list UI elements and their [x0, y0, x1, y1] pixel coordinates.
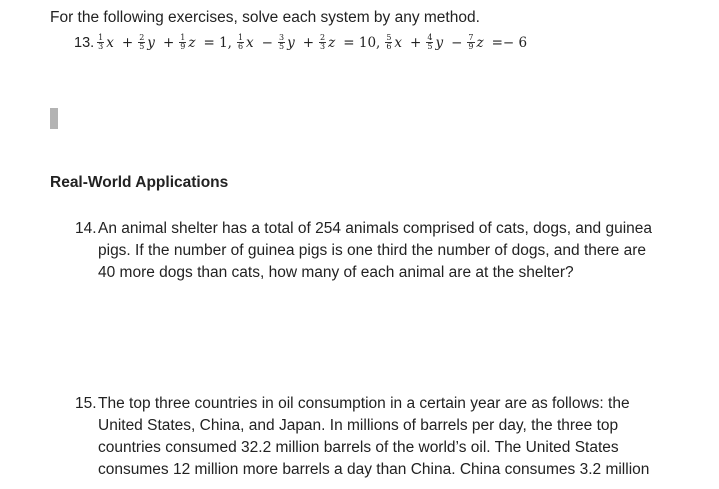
- fraction-coefficient: [385, 34, 392, 51]
- section-heading: Real-World Applications: [50, 174, 229, 191]
- variable: x: [246, 34, 254, 51]
- equation-rhs: =− 6: [491, 34, 528, 51]
- exercise-number: 15.: [75, 395, 97, 412]
- problem-line: consumes 12 million more barrels a day than China. China consumes 3.2 million: [98, 461, 650, 478]
- fraction-numerator: 2: [320, 33, 326, 42]
- fraction-coefficient: [138, 34, 145, 51]
- fraction-numerator: 1: [180, 33, 186, 42]
- fraction-denominator: 9: [180, 42, 186, 51]
- fraction-coefficient: [426, 34, 433, 51]
- equation-rhs: = 1,: [203, 34, 232, 51]
- variable: z: [476, 34, 484, 51]
- exercise-13: [74, 34, 531, 51]
- fraction-coefficient: [237, 34, 244, 51]
- text-cursor: [50, 108, 58, 129]
- fraction-numerator: 3: [278, 33, 285, 42]
- fraction-numerator: 5: [386, 33, 392, 42]
- instructions-text: For the following exercises, solve each system by any method.: [50, 9, 480, 26]
- exercise-number: 14.: [75, 220, 97, 237]
- fraction-coefficient: [278, 34, 285, 51]
- fraction-numerator: 2: [139, 33, 145, 42]
- fraction-denominator: 9: [468, 42, 474, 51]
- fraction-numerator: 4: [427, 33, 433, 42]
- variable: x: [106, 34, 114, 51]
- problem-line: 40 more dogs than cats, how many of each animal are at the shelter?: [98, 264, 574, 281]
- fraction-coefficient: [319, 34, 326, 51]
- operator: −: [261, 34, 273, 51]
- variable: z: [328, 34, 336, 51]
- fraction-denominator: 6: [237, 42, 244, 51]
- variable: y: [287, 34, 295, 51]
- variable: y: [147, 34, 155, 51]
- operator: +: [302, 34, 315, 51]
- problem-line: countries consumed 32.2 million barrels of the world’s oil. The United States: [98, 439, 619, 456]
- fraction-numerator: 1: [98, 33, 104, 42]
- operator: +: [162, 34, 175, 51]
- variable: z: [188, 34, 196, 51]
- fraction-numerator: 7: [468, 33, 474, 42]
- operator: −: [451, 34, 463, 51]
- operator: +: [410, 34, 422, 51]
- problem-line: United States, China, and Japan. In millions of barrels per day, the three top: [98, 417, 619, 434]
- problem-line: An animal shelter has a total of 254 animals comprised of cats, dogs, and guinea: [98, 220, 653, 237]
- operator: +: [121, 34, 134, 51]
- fraction-coefficient: [467, 34, 474, 51]
- fraction-numerator: 1: [237, 33, 244, 42]
- problem-line: The top three countries in oil consumption in a certain year are as follows: the: [98, 395, 630, 412]
- exercise-number: 13.: [74, 34, 95, 51]
- fraction-denominator: 5: [427, 42, 433, 51]
- equation-rhs: = 10,: [343, 34, 381, 51]
- fraction-denominator: 3: [98, 42, 104, 51]
- fraction-denominator: 5: [139, 42, 145, 51]
- fraction-coefficient: [179, 34, 186, 51]
- fraction-denominator: 3: [320, 42, 326, 51]
- variable: y: [435, 34, 444, 51]
- equation-system: [96, 34, 531, 51]
- variable: x: [394, 34, 403, 51]
- fraction-denominator: 6: [386, 42, 392, 51]
- fraction-denominator: 5: [278, 42, 285, 51]
- fraction-coefficient: [97, 34, 104, 51]
- problem-line: pigs. If the number of guinea pigs is one third the number of dogs, and there are: [98, 242, 647, 259]
